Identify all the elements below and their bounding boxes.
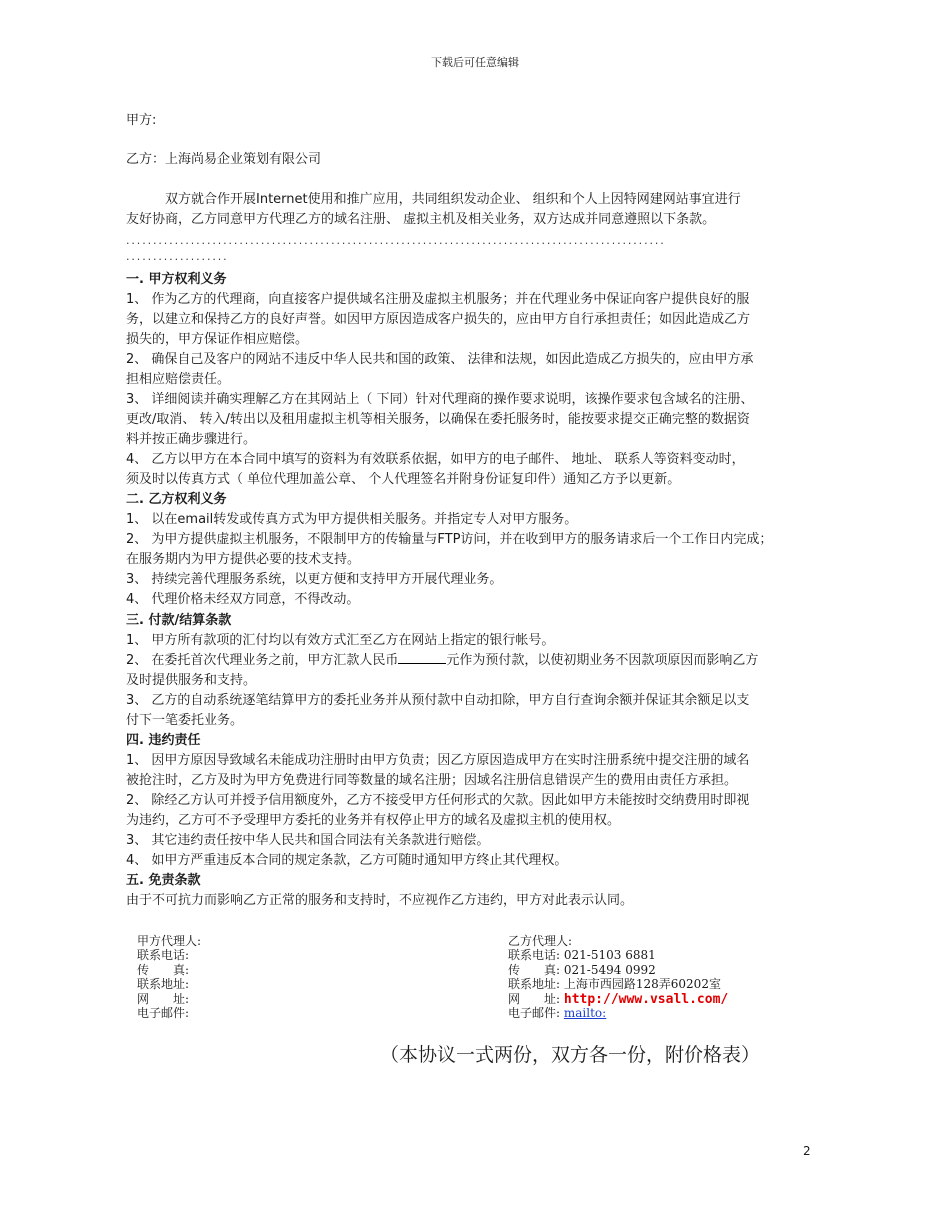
clause-line: 务，以建立和保持乙方的良好声誉。如因甲方原因造成客户损失的，应由甲方自行承担责任；如因此造成乙方 — [126, 312, 751, 327]
clause-line: 4、 代理价格未经双方同意，不得改动。 — [126, 592, 360, 607]
party-b-email-row — [508, 1006, 728, 1020]
clause-line: 被抢注时，乙方及时为甲方免费进行同等数量的域名注册；因域名注册信息错误产生的费用由责任方承担。 — [126, 773, 738, 788]
section-title: 一. 甲方权利义务 — [126, 272, 227, 287]
address-label: 联系地址: — [508, 977, 561, 992]
section-title: 四. 违约责任 — [126, 733, 201, 748]
clause-line: 由于不可抗力而影响乙方正常的服务和支持时，不应视作乙方违约，甲方对此表示认同。 — [126, 893, 634, 908]
payment-text-after: 元作为预付款，以使初期业务不因款项原因而影响乙方 — [446, 653, 759, 668]
party-b-phone-row — [508, 948, 728, 962]
party-a-address: 联系地址: — [137, 977, 190, 992]
phone-label: 联系电话: — [508, 948, 561, 963]
party-a-signature-block — [137, 934, 201, 1020]
party-b-email-link[interactable]: mailto: — [563, 1005, 607, 1020]
clause-line: 1、 以在email转发或传真方式为甲方提供相关服务。并指定专人对甲方服务。 — [126, 512, 578, 527]
clause-line: 1、 作为乙方的代理商，向直接客户提供域名注册及虚拟主机服务；并在代理业务中保证向客户提供良好的服 — [126, 292, 750, 307]
web-label: 网 址: — [508, 991, 561, 1006]
agreement-copies-note: （本协议一式两份，双方各一份，附价格表） — [380, 1044, 761, 1066]
clause-line: 4、 乙方以甲方在本合同中填写的资料为有效联系依据，如甲方的电子邮件、 地址、 联系人等资料变动时， — [126, 452, 745, 467]
dotted-separator: .................................................................................................... — [126, 234, 666, 247]
dotted-separator: ................... — [126, 250, 229, 263]
clause-line: 为违约，乙方可不予受理甲方委托的业务并有权停止甲方的域名及虚拟主机的使用权。 — [126, 813, 621, 828]
clause-line: 2、 除经乙方认可并授予信用额度外，乙方不接受甲方任何形式的欠款。因此如甲方未能按时交纳费用时即视 — [126, 793, 750, 808]
section-title: 三. 付款/结算条款 — [126, 613, 232, 628]
clause-line: 须及时以传真方式（ 单位代理加盖公章、 个人代理签名并附身份证复印件）通知乙方予以更新。 — [126, 472, 681, 487]
party-b-agent: 乙方代理人: — [508, 934, 573, 948]
party-a-email: 电子邮件: — [137, 1005, 190, 1020]
section-title: 二. 乙方权利义务 — [126, 492, 227, 507]
payment-text-before: 2、 在委托首次代理业务之前，甲方汇款人民币 — [126, 653, 399, 668]
party-b-address: 上海市西园路128弄60202室 — [563, 977, 721, 992]
party-a-web: 网 址: — [137, 991, 190, 1006]
page-number: 2 — [803, 1144, 811, 1158]
party-b-fax-row — [508, 963, 728, 977]
intro-line: 友好协商，乙方同意甲方代理乙方的域名注册、 虚拟主机及相关业务，双方达成并同意遵照以下条款。 — [126, 212, 716, 227]
clause-line: 2、 确保自己及客户的网站不违反中华人民共和国的政策、 法律和法规，如因此造成乙方损失的，应由甲方承 — [126, 352, 754, 367]
clause-line: 在服务期内为甲方提供必要的技术支持。 — [126, 552, 361, 567]
clause-line: 损失的，甲方保证作相应赔偿。 — [126, 332, 309, 347]
clause-line: 3、 详细阅读并确实理解乙方在其网站上（ 下同）针对代理商的操作要求说明，该操作要求包含域名的注册、 — [126, 392, 754, 407]
amount-blank — [398, 651, 446, 664]
party-b-website-link[interactable]: http://www.vsall.com/ — [563, 991, 729, 1007]
clause-line: 4、 如甲方严重违反本合同的规定条款，乙方可随时通知甲方终止其代理权。 — [126, 853, 568, 868]
party-b-phone: 021-5103 6881 — [563, 948, 656, 963]
intro-line: 双方就合作开展Internet使用和推广应用，共同组织发动企业、 组织和个人上因特网建网站事宜进行 — [126, 192, 741, 207]
clause-line: 3、 其它违约责任按中华人民共和国合同法有关条款进行赔偿。 — [126, 833, 490, 848]
section-title: 五. 免责条款 — [126, 873, 201, 888]
party-b-web-row — [508, 992, 728, 1006]
clause-line: 付下一笔委托业务。 — [126, 713, 244, 728]
party-a-fax: 传 真: — [137, 962, 190, 977]
clause-line: 3、 乙方的自动系统逐笔结算甲方的委托业务并从预付款中自动扣除，甲方自行查询余额并保证其余额足以支 — [126, 693, 750, 708]
clause-line: 更改/取消、 转入/转出以及租用虚拟主机等相关服务，以确保在委托服务时，能按要求提交正确完整的数据资 — [126, 412, 750, 427]
email-label: 电子邮件: — [508, 1005, 561, 1020]
clause-line: 料并按正确步骤进行。 — [126, 432, 257, 447]
clause-line: 2、 为甲方提供虚拟主机服务，不限制甲方的传输量与FTP访问，并在收到甲方的服务请求后一个工作日内完成； — [126, 532, 773, 547]
party-b-fax: 021-5494 0992 — [563, 962, 656, 977]
party-b-signature-block — [508, 934, 728, 1020]
clause-line: 3、 持续完善代理服务系统，以更方便和支持甲方开展代理业务。 — [126, 572, 503, 587]
fax-label: 传 真: — [508, 962, 561, 977]
party-b-address-row — [508, 977, 728, 991]
clause-line: 1、 甲方所有款项的汇付均以有效方式汇至乙方在网站上指定的银行帐号。 — [126, 633, 555, 648]
party-a-agent: 甲方代理人: — [137, 934, 202, 948]
party-a-label: 甲方: — [126, 113, 157, 128]
clause-line: 1、 因甲方原因导致域名未能成功注册时由甲方负责；因乙方原因造成甲方在实时注册系统中提交注册的域名 — [126, 753, 750, 768]
party-a-phone: 联系电话: — [137, 948, 190, 963]
page-header: 下载后可任意编辑 — [431, 56, 519, 69]
party-b-label: 乙方：上海尚易企业策划有限公司 — [126, 152, 322, 167]
clause-line: 担相应赔偿责任。 — [126, 372, 231, 387]
payment-clause-line — [126, 651, 758, 671]
clause-line: 及时提供服务和支持。 — [126, 673, 257, 688]
